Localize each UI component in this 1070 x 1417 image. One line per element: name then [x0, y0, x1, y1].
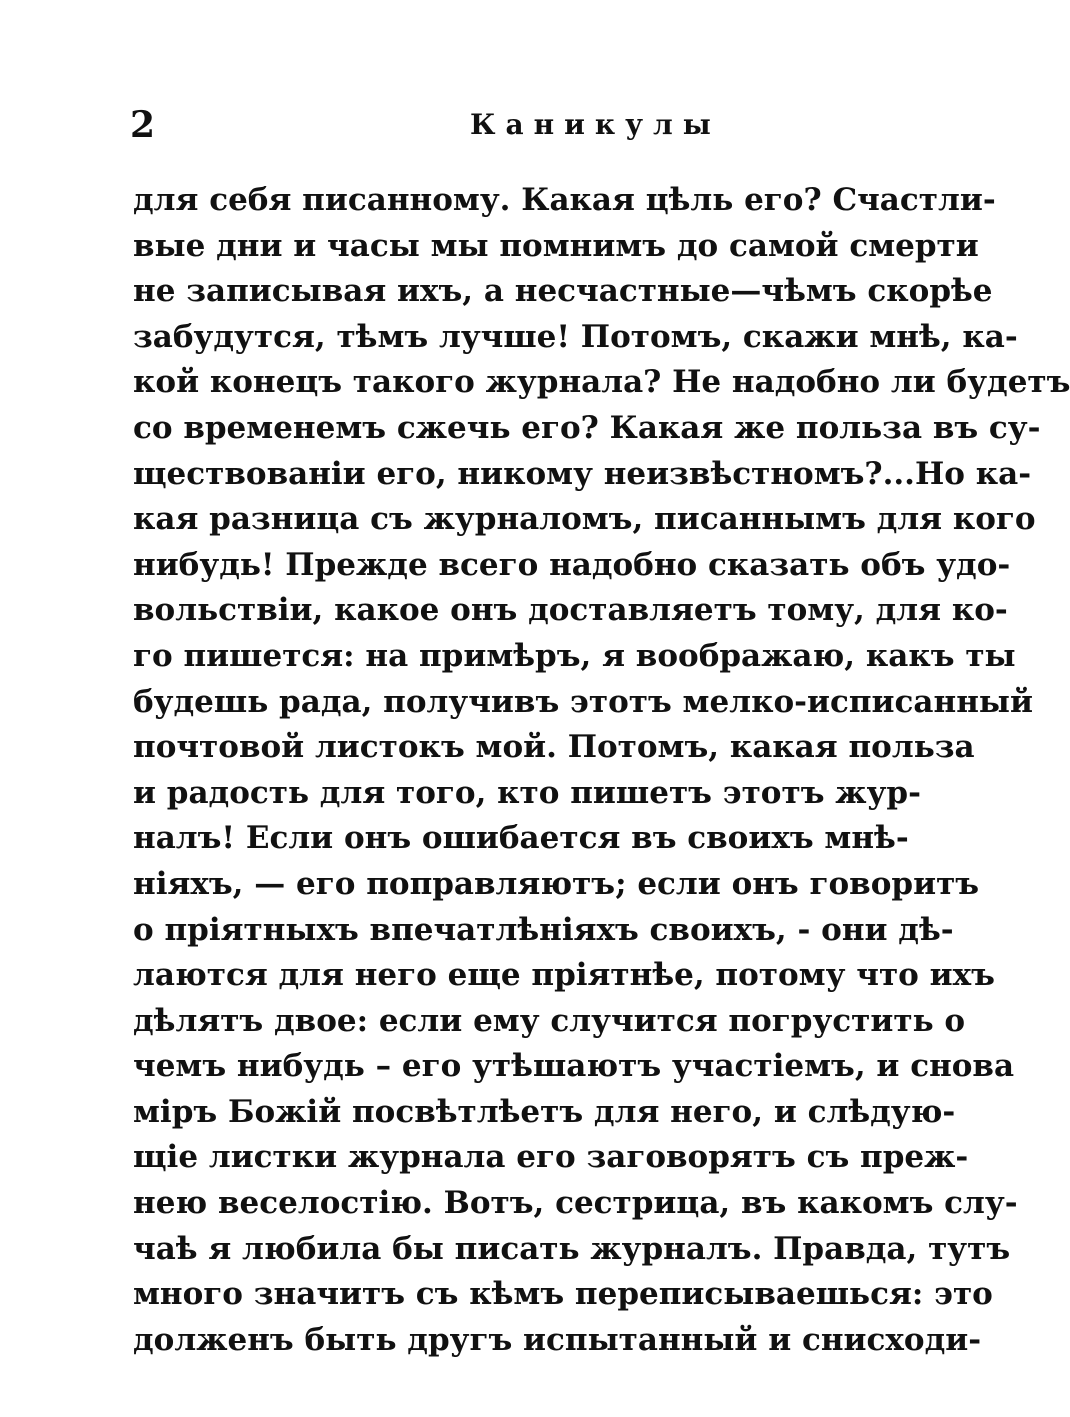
- text-line: міръ Божій посвѣтлѣетъ для него, и слѣдую-: [133, 1093, 956, 1130]
- text-line: не записывая ихъ, а несчастные—чѣмъ скорѣе: [133, 273, 993, 310]
- text-line: будешь рада, получивъ этотъ мелко-исписанный: [133, 683, 1033, 720]
- text-line: для себя писанному. Какая цѣль его? Счастли-: [133, 182, 996, 218]
- text-line: ніяхъ, — его поправляютъ; если онъ говоритъ: [133, 865, 980, 902]
- text-line: дѣлятъ двое: если ему случится погрустить о: [133, 1002, 966, 1039]
- page-number: 2: [130, 104, 156, 146]
- text-line: вые дни и часы мы помнимъ до самой смерти: [133, 227, 979, 264]
- text-line: ществованіи его, никому неизвѣстномъ?...Но ка-: [133, 455, 1032, 492]
- text-line: налъ! Если онъ ошибается въ своихъ мнѣ-: [133, 820, 909, 857]
- text-line: го пишется: на примѣръ, я воображаю, какъ ты: [133, 637, 1016, 674]
- text-line: много значитъ съ кѣмъ переписываешься: это: [133, 1276, 993, 1313]
- text-line: чаѣ я любила бы писать журналъ. Правда, тутъ: [133, 1230, 1011, 1267]
- text-line: и радость для того, кто пишетъ этотъ жур-: [133, 774, 921, 811]
- page-header: [130, 100, 830, 150]
- running-title: Каникулы: [470, 108, 721, 141]
- text-line: лаются для него еще пріятнѣе, потому что ихъ: [133, 957, 995, 994]
- text-line: нибудь! Прежде всего надобно сказать объ удо-: [133, 546, 1011, 583]
- text-line: чемъ нибудь – его утѣшаютъ участіемъ, и снова: [133, 1048, 1015, 1085]
- body-text: [133, 178, 1070, 1363]
- text-line: со временемъ сжечь его? Какая же польза въ су-: [133, 409, 1041, 446]
- text-line: долженъ быть другъ испытанный и снисходи-: [133, 1321, 982, 1358]
- text-line: кая разница съ журналомъ, писаннымъ для кого: [133, 501, 1036, 538]
- text-line: забудутся, тѣмъ лучше! Потомъ, скажи мнѣ, ка-: [133, 318, 1018, 355]
- text-line: почтовой листокъ мой. Потомъ, какая польза: [133, 729, 975, 766]
- text-line: кой конецъ такого журнала? Не надобно ли будетъ: [133, 364, 1070, 401]
- text-line: щіе листки журнала его заговорятъ съ преж-: [133, 1139, 969, 1176]
- text-line: нею веселостію. Вотъ, сестрица, въ какомъ слу-: [133, 1185, 1018, 1222]
- text-line: вольствіи, какое онъ доставляетъ тому, для ко-: [133, 592, 1008, 629]
- text-line: о пріятныхъ впечатлѣніяхъ своихъ, - они дѣ-: [133, 911, 954, 948]
